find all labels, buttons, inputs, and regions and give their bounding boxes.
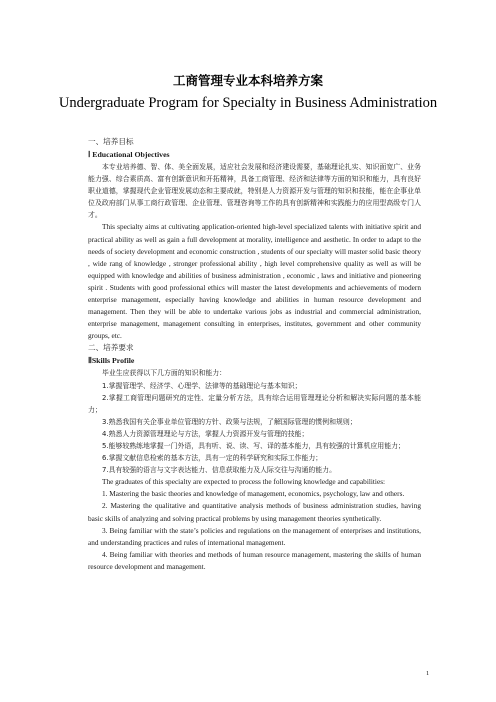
skills-item-cn: 5.能够较熟练地掌握一门外语，具有听、说、读、写、译的基本能力，具有较强的计算机应用能力； (102, 441, 405, 450)
document-title-english: Undergraduate Program for Specialty in Business Administration (58, 95, 438, 111)
skills-item-cn: 7.具有较强的语言与文字表达能力、信息获取能力及人际交往与沟通的能力。 (102, 466, 336, 475)
skills-item-en: 4. Being familiar with theories and methods of human resource management, mastering the skills of human resource development and management. (88, 549, 421, 571)
document-body (88, 136, 421, 573)
section1-heading-cn: 一、培养目标 (88, 137, 134, 146)
skills-item-en: 2. Mastering the qualitative and quantitative analysis methods of business administration studies, having basic skills of analyzing and solving practical problems by using management theories synthetically. (88, 501, 421, 523)
skills-item-cn: 2.掌握工商管理问题研究的定性、定量分析方法，具有综合运用管理理论分析和解决实际问题的基本能力； (88, 393, 421, 414)
skills-item-en: 1. Mastering the basic theories and knowledge of management, economics, psychology, law and others. (102, 489, 405, 499)
section1-heading-en: Ⅰ Educational Objectives (88, 149, 170, 159)
skills-item-cn: 3.熟悉我国有关企事业单位管理的方针、政策与法规，了解国际管理的惯例和规则； (102, 417, 357, 426)
skills-item-cn: 1.掌握管理学、经济学、心理学、法律等的基础理论与基本知识； (102, 381, 302, 390)
page-number: 1 (426, 670, 430, 677)
objectives-paragraph-en: This specialty aims at cultivating application-oriented high-level specialized talents with initiative spirit and practical ability as well as gain a full development at morality, intelligence and aesthetic. In order to adapt to the needs of society development and economic construction , students of our specialty will master solid basic theory , wide rang of knowledge , stronger professional ability , high level comprehensive quality as well as will be equipped with knowledge and abilities of business administration , economic , laws and initiative and pioneering spirit . Students with good professional ethics will master the latest developments and achievements of modern enterprise management, especially having knowledge and abilities in human resource development and management. Then they will be able to undertake various jobs as industrial and commercial administration, enterprise management, management consulting in enterprises, institutes, government and other community groups, etc. (88, 222, 421, 341)
skills-intro-cn: 毕业生应获得以下几方面的知识和能力： (102, 369, 227, 378)
skills-item-cn: 6.掌握文献信息检索的基本方法，具有一定的科学研究和实际工作能力； (102, 454, 323, 463)
document-title-chinese: 工商管理专业本科培养方案 (172, 73, 323, 88)
skills-intro-en: The graduates of this specialty are expected to process the following knowledge and capabilities: (102, 477, 386, 487)
section2-heading-cn: 二、培养要求 (88, 343, 134, 353)
objectives-paragraph-cn: 本专业培养德、智、体、美全面发展，适应社会发展和经济建设需要，基础理论扎实、知识面宽广、业务能力强、综合素质高、富有创新意识和开拓精神，具备工商管理、经济和法律等方面的知识和能力，具有良好职业道德，掌握现代企业管理发展动态和主要成就，特别是人力资源开发与管理的知识和技能，能在企事业单位及政府部门从事工商行政管理、企业管理、管理咨询等工作的具有创新精神和实践能力的应用型高级专门人才。 (88, 163, 421, 220)
skills-item-cn: 4.熟悉人力资源管理理论与方法，掌握人力资源开发与管理的技能； (102, 429, 309, 438)
skills-item-en: 3. Being familiar with the state’s policies and regulations on the management of enterprises and institutions, and understanding practices and rules of international management. (88, 525, 421, 547)
section2-heading-en: ⅡSkills Profile (88, 355, 135, 365)
